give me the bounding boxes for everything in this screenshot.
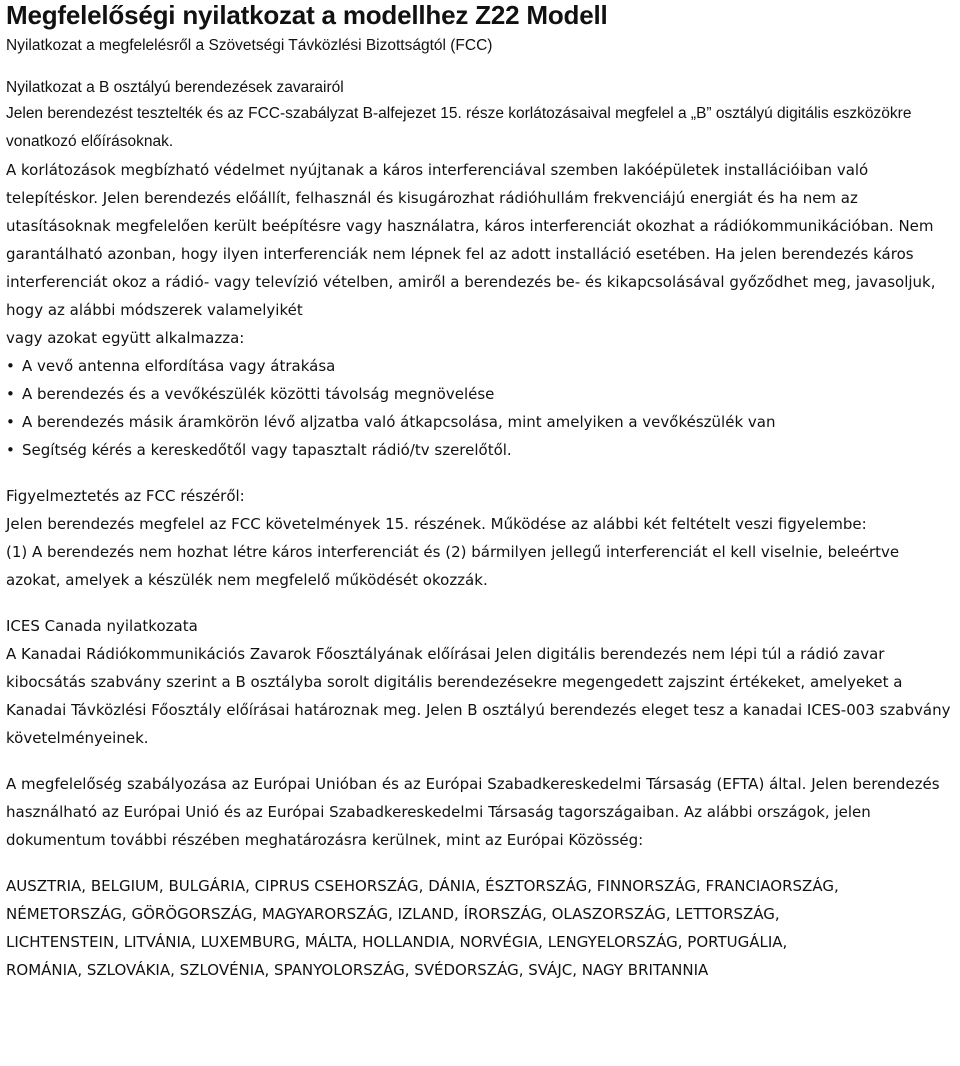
country-line: ROMÁNIA, SZLOVÁKIA, SZLOVÉNIA, SPANYOLORSZÁG, SVÉDORSZÁG, SVÁJC, NAGY BRITANNIA: [6, 961, 709, 979]
list-item-text: Segítség kérés a kereskedőtől vagy tapasztalt rádió/tv szerelőtől.: [22, 441, 512, 459]
paragraph: A Kanadai Rádiókommunikációs Zavarok Főosztályának előírásai Jelen digitális berendezés nem lépi túl a rádió zavar kibocsátás szabvány szerint a B osztályba sorolt digitális berendezésekre megengedett zajszint értékeket, amelyeket a Kanadai Távközlési Főosztály előírásai határoznak meg. Jelen B osztályú berendezés eleget tesz a kanadai ICES-003 szabvány követelményeinek.: [6, 645, 951, 747]
paragraph: A korlátozások megbízható védelmet nyújtanak a káros interferenciával szemben lakóépületek installációiban való telepítéskor. Jelen berendezés előállít, felhasznál és kisugározhat rádióhullám frekvenciájú energiát és ha nem az utasításoknak megfelelően került beépítésre vagy használatra, káros interferenciát okozhat a rádiókommunikációban. Nem garantálható azonban, hogy ilyen interferenciák nem lépnek fel az adott installáció esetében. Ha jelen berendezés káros interferenciát okoz a rádió- vagy televízió vételben, amiről a berendezés be- és kikapcsolásával győződhet meg, javasoljuk, hogy az alábbi módszerek valamelyikét: [6, 161, 936, 319]
list-item: [6, 380, 954, 408]
section-heading: Figyelmeztetés az FCC részéről:: [6, 487, 245, 505]
bullet-icon: •: [6, 441, 15, 459]
bullet-icon: •: [6, 413, 15, 431]
document-subtitle: Nyilatkozat a megfelelésről a Szövetségi Távközlési Bizottságtól (FCC): [6, 37, 493, 54]
country-list: [6, 872, 954, 984]
country-line: NÉMETORSZÁG, GÖRÖGORSZÁG, MAGYARORSZÁG, IZLAND, ÍRORSZÁG, OLASZORSZÁG, LETTORSZÁG,: [6, 905, 780, 923]
paragraph: vagy azokat együtt alkalmazza:: [6, 329, 245, 347]
list-item-text: A berendezés és a vevőkészülék közötti távolság megnövelése: [22, 385, 495, 403]
paragraph: (1) A berendezés nem hozhat létre káros interferenciát és (2) bármilyen jellegű interferenciát el kell viselnie, beleértve azokat, amelyek a készülék nem megfelelő működését okozzák.: [6, 543, 900, 589]
paragraph: A megfelelőség szabályozása az Európai Unióban és az Európai Szabadkereskedelmi Társaság (EFTA) által. Jelen berendezés használható az Európai Unió és az Európai Szabadkereskedelmi Társaság tagországaiban. Az alábbi országok, jelen dokumentum további részében meghatározásra kerülnek, mint az Európai Közösség:: [6, 775, 940, 849]
section-heading: Nyilatkozat a B osztályú berendezések zavarairól: [6, 79, 344, 96]
list-item-text: A berendezés másik áramkörön lévő aljzatba való átkapcsolása, mint amelyiken a vevőkészülék van: [22, 413, 776, 431]
eu-section: [6, 770, 954, 984]
list-item-text: A vevő antenna elfordítása vagy átrakása: [22, 357, 336, 375]
fcc-warning-section: [6, 482, 954, 594]
paragraph: Jelen berendezést tesztelték és az FCC-szabályzat B-alfejezet 15. része korlátozásaival megfelel a „B” osztályú digitális eszközökre vonatkozó előírásoknak.: [6, 105, 912, 150]
bullet-icon: •: [6, 385, 15, 403]
paragraph: Jelen berendezés megfelel az FCC követelmények 15. részének. Működése az alábbi két feltételt veszi figyelembe:: [6, 515, 867, 533]
section-heading: ICES Canada nyilatkozata: [6, 617, 198, 635]
list-item: [6, 352, 954, 380]
fcc-class-b-section: [6, 76, 954, 464]
list-item: [6, 436, 954, 464]
list-item: [6, 408, 954, 436]
document-title: Megfelelőségi nyilatkozat a modellhez Z22 Modell: [6, 0, 608, 30]
ices-canada-section: [6, 612, 954, 752]
country-line: LICHTENSTEIN, LITVÁNIA, LUXEMBURG, MÁLTA, HOLLANDIA, NORVÉGIA, LENGYELORSZÁG, PORTUGÁLIA,: [6, 933, 788, 951]
country-line: AUSZTRIA, BELGIUM, BULGÁRIA, CIPRUS CSEHORSZÁG, DÁNIA, ÉSZTORSZÁG, FINNORSZÁG, FRANCIAORSZÁG,: [6, 877, 839, 895]
bullet-icon: •: [6, 357, 15, 375]
